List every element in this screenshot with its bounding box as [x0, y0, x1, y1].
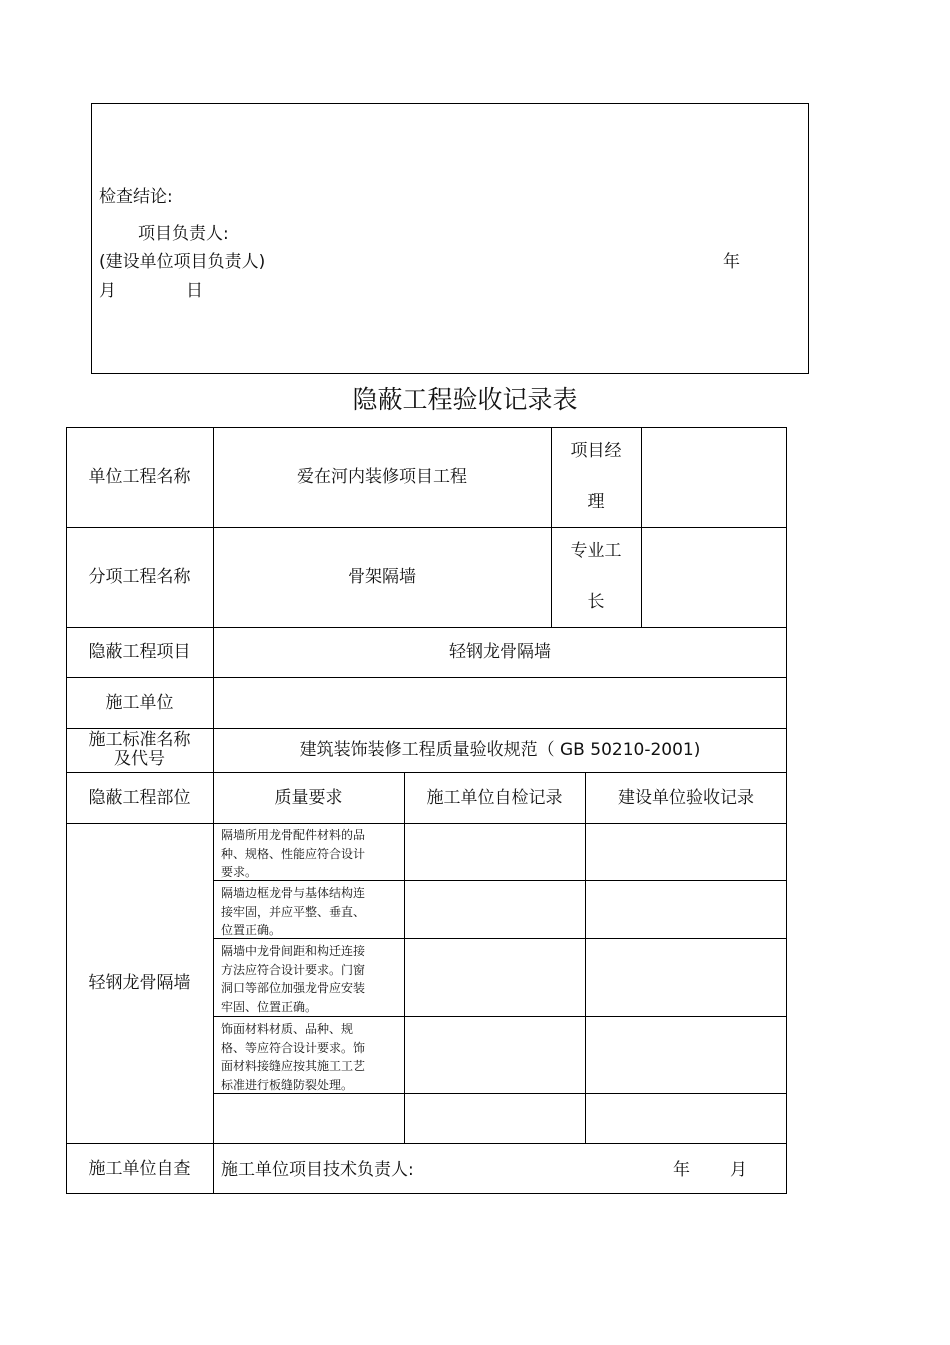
construction-unit-value	[213, 677, 787, 728]
project-manager-header	[551, 427, 641, 527]
requirement-line: 方法应符合设计要求。门窗	[221, 962, 366, 977]
part-name: 轻钢龙骨隔墙	[88, 973, 191, 993]
hidden-item-label: 隐蔽工程项目	[88, 642, 191, 662]
row-divider	[213, 1016, 787, 1017]
requirement-4	[221, 1020, 365, 1094]
foreman-label-line2: 长	[587, 592, 605, 612]
owner-manager-label: (建设单位项目负责人)	[99, 252, 266, 272]
requirement-3	[221, 942, 365, 1016]
foreman-header	[551, 527, 641, 627]
project-manager-label-line2: 理	[587, 492, 605, 512]
standard-label	[66, 728, 213, 772]
requirement-line: 隔墙中龙骨间距和构迁连接	[221, 944, 366, 958]
sub-project-value: 骨架隔墙	[348, 567, 416, 587]
construction-unit-label: 施工单位	[105, 692, 174, 713]
requirement-line: 标准进行板缝防裂处理。	[221, 1077, 354, 1092]
requirement-line: 位置正确。	[221, 923, 282, 937]
col-divider	[585, 772, 586, 1143]
col-header-self-check: 施工单位自检记录	[426, 787, 563, 808]
form-title: 隐蔽工程验收记录表	[352, 385, 578, 414]
requirement-line: 接牢固，并应平整、垂直、	[221, 904, 366, 919]
standard-label-line2: 及代号	[114, 749, 165, 769]
signoff-year-label: 年	[673, 1160, 690, 1180]
requirement-line: 面材料接缝应按其施工工艺	[221, 1059, 366, 1073]
requirement-line: 要求。	[221, 865, 258, 879]
requirement-2	[221, 884, 365, 940]
project-manager-label-line1: 项目经	[570, 441, 622, 461]
col-divider	[404, 772, 405, 1143]
conclusion-label: 检查结论:	[99, 187, 173, 207]
unit-project-label: 单位工程名称	[88, 467, 191, 487]
hidden-item-value: 轻钢龙骨隔墙	[449, 642, 551, 662]
col-divider	[641, 427, 642, 627]
standard-value: 建筑装饰装修工程质量验收规范（ GB 50210-2001)	[299, 740, 701, 760]
requirement-line: 洞口等部位加强龙骨应安装	[221, 981, 366, 995]
requirement-line: 隔墙所用龙骨配件材料的品	[221, 828, 366, 842]
standard-label-line1: 施工标准名称	[88, 730, 191, 750]
signoff-month-label: 月	[730, 1160, 747, 1180]
sub-project-label: 分项工程名称	[88, 567, 191, 587]
requirement-line: 隔墙边框龙骨与基体结构连	[221, 886, 366, 900]
col-header-part: 隐蔽工程部位	[88, 787, 191, 808]
self-check-label: 施工单位自查	[88, 1158, 191, 1179]
requirement-line: 牢固、位置正确。	[221, 999, 318, 1014]
col-header-quality: 质量要求	[274, 787, 343, 808]
foreman-label-line1: 专业工	[570, 541, 622, 561]
tech-lead-label: 施工单位项目技术负责人:	[221, 1160, 414, 1180]
requirement-line: 格、等应符合设计要求。饰	[221, 1040, 366, 1055]
year-label: 年	[723, 252, 740, 272]
requirement-1	[221, 826, 365, 882]
month-label: 月	[99, 281, 116, 301]
col-header-owner-check: 建设单位验收记录	[618, 787, 754, 808]
day-label: 日	[186, 281, 203, 301]
requirement-line: 种、规格、性能应符合设计	[221, 846, 366, 861]
requirement-line: 饰面材料材质、品种、规	[221, 1022, 354, 1036]
project-manager-label: 项目负责人:	[138, 224, 229, 244]
unit-project-value: 爱在河内装修项目工程	[297, 467, 467, 487]
